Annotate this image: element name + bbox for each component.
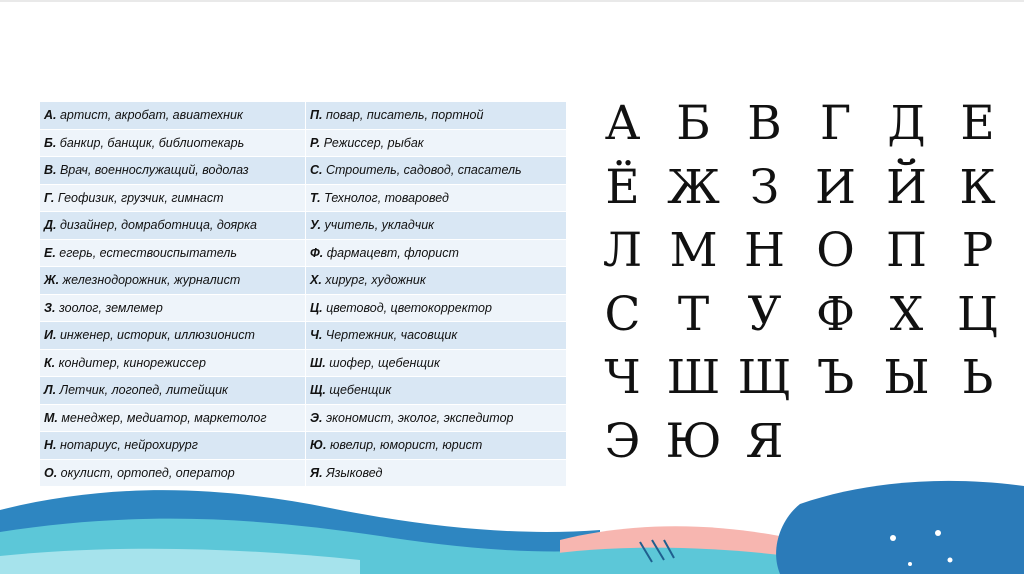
letter-marker: А. — [44, 108, 57, 123]
alphabet-letter: Е — [960, 96, 995, 152]
letter-marker: Ю. — [310, 438, 327, 453]
profession-list: ювелир, юморист, юрист — [326, 438, 483, 453]
table-cell — [40, 184, 306, 212]
table-cell — [40, 239, 306, 267]
profession-list: повар, писатель, портной — [322, 108, 484, 123]
alphabet-letter: Х — [889, 286, 924, 342]
table-cell — [306, 377, 567, 405]
table-cell — [40, 322, 306, 350]
top-divider — [0, 0, 1024, 2]
profession-list: Режиссер, рыбак — [320, 135, 424, 150]
table-row — [40, 349, 566, 377]
alphabet-letter: Н — [744, 223, 785, 279]
alphabet-letter: И — [815, 159, 856, 215]
table-row — [40, 404, 566, 432]
alphabet-letter: Л — [602, 223, 643, 279]
table-cell — [40, 102, 306, 129]
alphabet-letter: Ё — [605, 159, 640, 215]
letter-marker: П. — [310, 108, 323, 123]
profession-list: Чертежник, часовщик — [322, 328, 458, 343]
profession-list: щебенщик — [325, 383, 392, 398]
table-cell — [40, 294, 306, 322]
letter-marker: Л. — [44, 383, 57, 398]
alphabet-letter: У — [747, 286, 782, 342]
letter-marker: Ж. — [44, 273, 60, 288]
alphabet-letter: Г — [819, 96, 852, 152]
table-row — [40, 294, 566, 322]
table-cell — [306, 239, 567, 267]
letter-marker: И. — [44, 328, 57, 343]
alphabet-letter: Щ — [737, 350, 792, 406]
letter-marker: Б. — [44, 135, 57, 150]
alphabet-letter: П — [886, 223, 927, 279]
profession-list: цветовод, цветокорректор — [322, 300, 492, 315]
table-row — [40, 184, 566, 212]
alphabet-letter: М — [669, 223, 718, 279]
table-cell — [40, 157, 306, 185]
profession-list: Врач, военнослужащий, водолаз — [56, 163, 249, 178]
letter-marker: Х. — [310, 273, 322, 288]
letter-marker: Е. — [44, 245, 56, 260]
alphabet-letter: Т — [677, 286, 710, 342]
table-cell — [40, 129, 306, 157]
alphabet-letter: Ь — [961, 350, 994, 406]
table-cell — [40, 349, 306, 377]
profession-list: Технолог, товаровед — [320, 190, 449, 205]
letter-marker: Я. — [310, 465, 323, 480]
profession-list: железнодорожник, журналист — [59, 273, 241, 288]
table-cell — [306, 157, 567, 185]
alphabet-letter: Ы — [883, 350, 930, 406]
alphabet-letter: Я — [745, 413, 784, 469]
profession-list: фармацевт, флорист — [323, 245, 459, 260]
table-cell — [306, 432, 567, 460]
profession-list: Летчик, логопед, литейщик — [56, 383, 228, 398]
alphabet-letter: В — [747, 96, 782, 152]
profession-list: окулист, ортопед, оператор — [57, 465, 235, 480]
table-cell — [306, 102, 567, 129]
alphabet-grid — [587, 92, 1015, 473]
alphabet-letter: А — [604, 96, 641, 152]
letter-marker: К. — [44, 355, 56, 370]
alphabet-letter: Р — [961, 223, 994, 279]
table-cell — [306, 322, 567, 350]
letter-marker: Э. — [310, 410, 323, 425]
dot-1 — [890, 535, 896, 541]
letter-marker: Ф. — [310, 245, 324, 260]
table-row — [40, 157, 566, 185]
alphabet-letter: Б — [676, 96, 711, 152]
profession-list: шофер, щебенщик — [325, 355, 440, 370]
profession-list: дизайнер, домработница, доярка — [56, 218, 257, 233]
table-cell — [306, 404, 567, 432]
profession-list: Языковед — [322, 465, 383, 480]
alphabet-letter: З — [749, 159, 780, 215]
table-cell — [306, 129, 567, 157]
table-row — [40, 377, 566, 405]
alphabet-letter: К — [959, 159, 996, 215]
table-row — [40, 267, 566, 295]
table-cell — [306, 184, 567, 212]
profession-list: Строитель, садовод, спасатель — [322, 163, 522, 178]
letter-marker: Ш. — [310, 355, 326, 370]
letter-marker: Р. — [310, 135, 321, 150]
profession-list: артист, акробат, авиатехник — [56, 108, 243, 123]
alphabet-letter: Э — [604, 413, 641, 469]
table-row — [40, 129, 566, 157]
profession-list: зоолог, землемер — [55, 300, 163, 315]
letter-marker: Т. — [310, 190, 321, 205]
profession-list: учитель, укладчик — [321, 218, 435, 233]
alphabet-letter: О — [816, 223, 855, 279]
decorative-waves — [0, 470, 1024, 574]
table-cell — [306, 212, 567, 240]
alphabet-letter: Д — [887, 96, 926, 152]
letter-marker: З. — [44, 300, 56, 315]
alphabet-letter: Ч — [604, 350, 641, 406]
profession-list: егерь, естествоиспытатель — [55, 245, 237, 260]
profession-list: инженер, историк, иллюзионист — [56, 328, 255, 343]
table-row — [40, 322, 566, 350]
alphabet-letter: Ш — [666, 350, 721, 406]
letter-marker: М. — [44, 410, 58, 425]
profession-list: Геофизик, грузчик, гимнаст — [54, 190, 224, 205]
alphabet-letter: С — [604, 286, 641, 342]
table-row — [40, 212, 566, 240]
table-cell — [306, 349, 567, 377]
profession-list: банкир, банщик, библиотекарь — [56, 135, 245, 150]
letter-marker: В. — [44, 163, 57, 178]
profession-list: менеджер, медиатор, маркетолог — [57, 410, 267, 425]
wave-dark-right — [776, 481, 1024, 574]
letter-marker: Щ. — [310, 383, 326, 398]
profession-list: нотариус, нейрохирург — [56, 438, 198, 453]
dot-2 — [935, 530, 941, 536]
letter-marker: Г. — [44, 190, 55, 205]
table-row — [40, 239, 566, 267]
table-cell — [306, 294, 567, 322]
letter-marker: С. — [310, 163, 323, 178]
profession-list: экономист, эколог, экспедитор — [322, 410, 514, 425]
letter-marker: Ч. — [310, 328, 323, 343]
alphabet-letter: Ж — [667, 159, 720, 215]
table-row — [40, 102, 566, 129]
table-cell — [40, 404, 306, 432]
table-cell — [40, 212, 306, 240]
table-cell — [40, 432, 306, 460]
letter-marker: У. — [310, 218, 321, 233]
letter-marker: Н. — [44, 438, 57, 453]
alphabet-letter: Й — [886, 159, 927, 215]
professions-table — [40, 102, 566, 487]
professions-table-body — [40, 102, 566, 487]
profession-list: кондитер, кинорежиссер — [55, 355, 206, 370]
table-cell — [40, 267, 306, 295]
letter-marker: О. — [44, 465, 58, 480]
letter-marker: Д. — [44, 218, 57, 233]
dot-3 — [948, 558, 953, 563]
alphabet-letter: Ц — [957, 286, 998, 342]
table-cell — [40, 377, 306, 405]
dot-4 — [908, 562, 912, 566]
alphabet-letter: Ъ — [816, 350, 855, 406]
letter-marker: Ц. — [310, 300, 323, 315]
alphabet-letter: Ю — [665, 413, 722, 469]
profession-list: хирург, художник — [321, 273, 426, 288]
alphabet-letter: Ф — [815, 286, 855, 342]
table-row — [40, 432, 566, 460]
table-cell — [306, 267, 567, 295]
